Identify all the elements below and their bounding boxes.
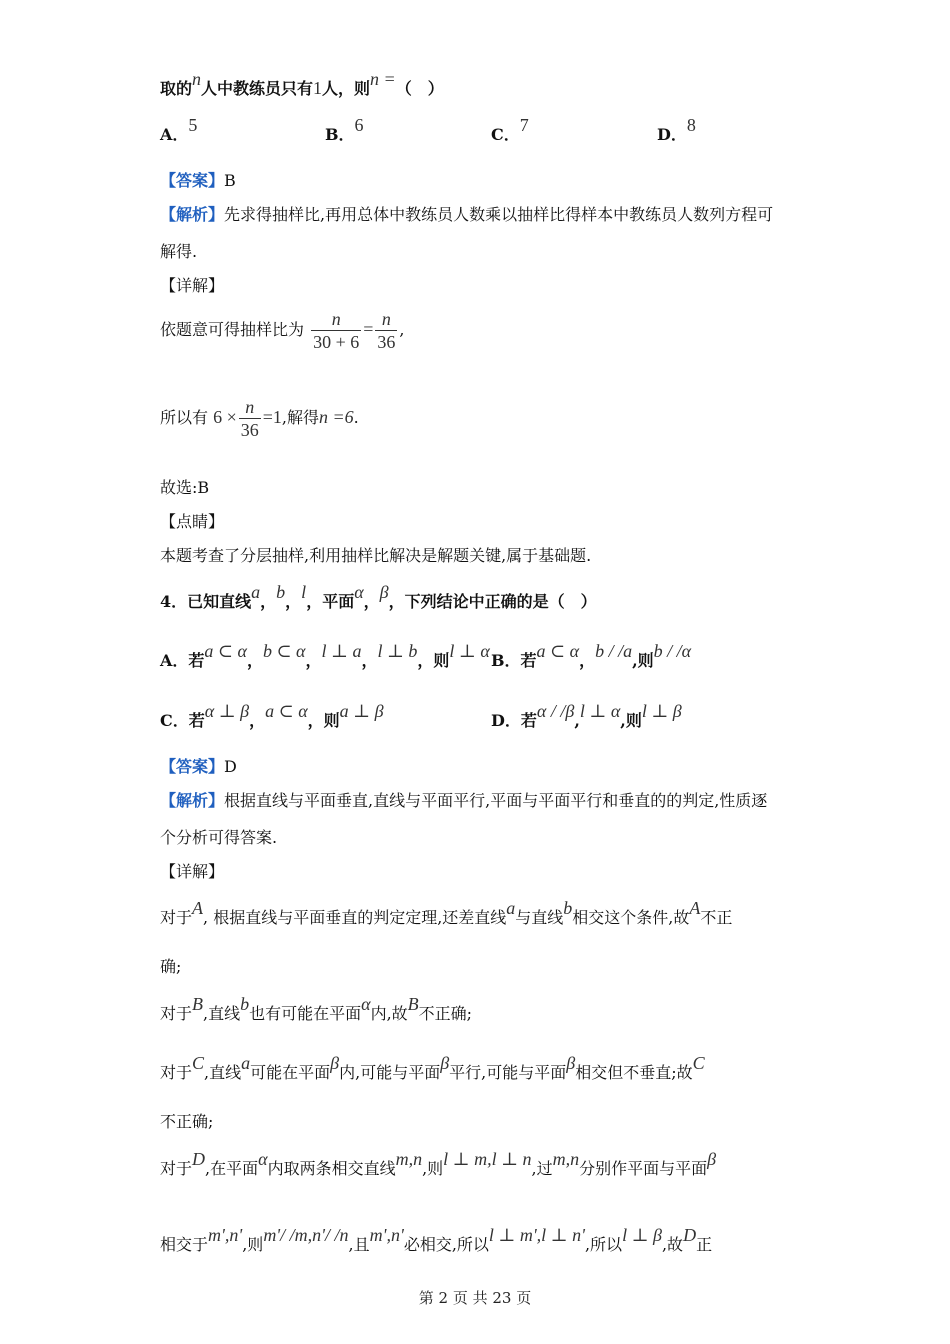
answer-1-value: B [224,171,236,190]
d2-c3: 可能在平面 [250,1063,331,1082]
d2-b3: 也有可能在平面 [249,1004,362,1023]
d2-c-beta3: β [566,1053,576,1073]
d2-c2: ,直线 [204,1063,242,1082]
analysis-2-tag: 【解析】 [160,791,225,810]
d2-d1: 对于 [160,1159,193,1178]
detail-1-l1-text: 依题意可得抽样比为 [160,320,305,339]
detail-2-para-a [160,898,733,928]
q4-option-c-label: C．若 [160,711,205,730]
detail-1-comma: , [399,320,405,339]
detail-2-para-c [160,1053,705,1083]
dianjing-1-tag [160,512,224,532]
q4-option-a-label: A．若 [160,651,205,670]
d2-a-a: a [506,898,516,918]
frac3-denominator: 36 [240,420,259,440]
d2-c-beta2: β [440,1053,450,1073]
d2-b2: ,直线 [203,1004,241,1023]
detail-1-l2-text: 所以有 [160,408,209,427]
analysis-2-line2 [160,828,277,848]
q4-d-c2: ,则 [620,711,642,730]
q4-d-m3: l ⊥ β [641,701,682,721]
q4-a-m4: l ⊥ b [377,641,418,661]
q4-b: b [276,582,286,602]
q3-option-d [657,115,696,145]
q4-sep2: ， [285,592,302,611]
detail-1-choose-text: 故选:B [160,478,210,497]
d2-b5: 不正确; [418,1004,473,1023]
q4-beta: β [379,582,389,602]
d2-d-beta: β [707,1149,717,1169]
d2-c-C2: C [692,1053,705,1073]
q4-alpha: α [354,582,364,602]
d2-a1: 对于 [160,908,193,927]
detail-1-choose [160,478,209,498]
q4-option-d-label: D．若 [491,711,537,730]
analysis-1-text: 先求得抽样比,再用总体中教练员人数乘以抽样比得样本中教练员人数列方程可 [224,205,774,224]
d2-a-A: A [192,898,204,918]
q4-d-m1: α / /β [536,701,575,721]
q3-option-a-value: 5 [188,115,198,135]
dianjing-1-text [160,546,591,566]
q4-c-m2: a ⊂ α [265,701,308,721]
q4-c-m3: a ⊥ β [339,701,384,721]
q3-option-d-value: 8 [686,115,696,135]
d2-d6: 分别作平面与平面 [579,1159,708,1178]
answer-2 [160,757,237,777]
d2-d5: ,过 [531,1159,553,1178]
d2-e7: 正 [696,1235,713,1254]
q4-b-c1: ， [579,651,596,670]
detail-1-eq-one: =1 [262,407,282,427]
q4-a-m3: l ⊥ a [321,641,362,661]
q4-c-m1: α ⊥ β [204,701,250,721]
d2-a5: 不正 [700,908,733,927]
detail-1-result: n =6 [319,407,354,427]
q4-d-c1: , [574,711,580,730]
dianjing-1-tag-text: 【点睛】 [160,512,225,531]
q3-option-b [325,115,364,145]
frac1-denominator: 30 + 6 [313,332,360,352]
d2-e-perp: l ⊥ m',l ⊥ n' [488,1225,585,1245]
q3-stem-c: 人，则 [322,79,371,98]
d2-d-D: D [192,1149,206,1169]
analysis-1-tag: 【解析】 [160,205,225,224]
q4-a-m2: b ⊂ α [262,641,306,661]
d2-e2: ,则 [242,1235,264,1254]
d2-c5: 平行,可能与平面 [449,1063,567,1082]
q4-a: a [251,582,261,602]
q4-sep3: ， [363,592,380,611]
q3-n-eq: n = [370,69,396,89]
d2-e-lb: l ⊥ β [622,1225,662,1245]
d2-c4: 内,可能与平面 [339,1063,441,1082]
q4-plane: ，平面 [306,592,355,611]
d2-e1: 相交于 [160,1235,209,1254]
q3-option-c [491,115,529,145]
detail-2-para-e [160,1225,713,1255]
q3-n: n [192,69,202,89]
d2-e-D: D [683,1225,697,1245]
analysis-1-text2: 解得. [160,242,198,261]
d2-e3: ,且 [348,1235,370,1254]
d2-a3: 与直线 [515,908,564,927]
q4-d-m2: l ⊥ α [579,701,621,721]
fraction-n-over-30-plus-6 [311,308,361,353]
q3-option-b-label: B． [325,125,355,144]
q4-b-m2: b / /a [595,641,633,661]
d2-a6: 确; [160,957,182,976]
detail-2-para-c2 [160,1112,213,1132]
frac1-numerator: n [331,309,341,329]
d2-e-mn: m',n' [208,1225,243,1245]
d2-e5: ,所以 [584,1235,623,1254]
d2-c6: 相交但不垂直;故 [575,1063,693,1082]
q3-option-c-value: 7 [519,115,529,135]
frac3-numerator: n [245,397,255,417]
detail-1-tag [160,276,224,296]
d2-b-b: b [240,994,250,1014]
d2-d4: ,则 [422,1159,444,1178]
page-number: 第 2 页 共 23 页 [418,1289,532,1307]
analysis-1-line2 [160,242,197,262]
d2-c-C: C [192,1053,205,1073]
answer-1 [160,171,236,191]
q4-l: l [301,582,307,602]
d2-b-B2: B [407,994,419,1014]
answer-2-value: D [224,757,237,776]
q3-stem-b: 人中教练员只有 [201,79,314,98]
d2-e-par: m'/ /m,n'/ /n [263,1225,349,1245]
d2-a-b: b [563,898,573,918]
q4-stem [160,582,597,612]
detail-1-solve-text: ,解得 [281,408,320,427]
d2-e4: 必相交,所以 [403,1235,489,1254]
q4-option-c [160,701,384,731]
analysis-2-text: 根据直线与平面垂直,直线与平面平行,平面与平面平行和垂直的的判定,性质逐 [224,791,768,810]
d2-c1: 对于 [160,1063,193,1082]
q3-option-a-label: A． [160,125,189,144]
d2-a4: 相交这个条件,故 [572,908,690,927]
detail-1-eq: = [363,319,374,339]
detail-1-line2 [160,396,359,441]
q4-sep1: ， [260,592,277,611]
q3-option-b-value: 6 [354,115,364,135]
dianjing-1-body: 本题考查了分层抽样,利用抽样比解决是解题关键,属于基础题. [160,546,592,565]
detail-2-para-d [160,1149,717,1179]
d2-c7: 不正确; [160,1112,214,1131]
detail-1-six-times: 6 × [213,407,237,427]
q4-tail: ，下列结论中正确的是（ ） [388,592,597,611]
fraction-n-over-36-b [239,396,261,441]
q4-a-c1: ， [246,651,263,670]
d2-d3: 内取两条相交直线 [267,1159,396,1178]
q4-b-m3: b / /α [653,641,692,661]
q4-option-d [491,701,682,731]
q4-c-c2: ，则 [307,711,340,730]
detail-2-tag-text: 【详解】 [160,862,225,881]
answer-2-tag: 【答案】 [160,757,225,776]
d2-b-B: B [192,994,204,1014]
q4-a-c4: ，则 [417,651,450,670]
d2-a2: , 根据直线与平面垂直的判定定理,还差直线 [203,908,507,927]
d2-d-alpha: α [258,1149,268,1169]
d2-b-alpha: α [361,994,371,1014]
d2-d-mn: m,n [395,1149,423,1169]
fraction-n-over-36 [375,308,397,353]
answer-1-tag: 【答案】 [160,171,225,190]
q4-option-a [160,641,490,671]
detail-2-para-a2 [160,957,181,977]
q4-option-b [491,641,692,671]
q4-num: 4．已知直线 [160,592,252,611]
q3-option-a [160,115,198,145]
q4-a-c3: ， [361,651,378,670]
q3-stem-a: 取的 [160,79,193,98]
d2-e6: ,故 [661,1235,684,1254]
analysis-2-line1 [160,791,767,811]
q4-b-m1: a ⊂ α [536,641,580,661]
q4-a-m1: a ⊂ α [204,641,247,661]
q4-a-c2: ， [305,651,322,670]
q3-one: 1 [313,78,323,98]
q3-paren: （ ） [395,79,444,98]
d2-d-mn2: m,n [552,1149,580,1169]
frac2-denominator: 36 [377,332,396,352]
d2-c-beta: β [330,1053,340,1073]
detail-1-line1 [160,308,405,353]
q4-b-c2: ,则 [632,651,654,670]
q4-option-b-label: B．若 [491,651,537,670]
detail-1-tag-text: 【详解】 [160,276,225,295]
frac2-numerator: n [381,309,391,329]
q3-option-d-label: D． [657,125,687,144]
d2-c-a: a [241,1053,251,1073]
d2-a-A2: A [689,898,701,918]
d2-b4: 内,故 [370,1004,408,1023]
analysis-1-line1 [160,205,773,225]
detail-1-period: . [353,408,359,427]
detail-2-tag [160,862,224,882]
detail-2-para-b [160,994,473,1024]
q3-stem [160,69,444,99]
d2-b1: 对于 [160,1004,193,1023]
q4-c-c1: ， [249,711,266,730]
d2-e-mn2: m',n' [369,1225,404,1245]
page-footer [0,1287,950,1308]
q3-option-c-label: C． [491,125,520,144]
analysis-2-text2: 个分析可得答案. [160,828,278,847]
q4-a-m5: l ⊥ α [449,641,490,661]
d2-d2: ,在平面 [205,1159,259,1178]
d2-d-perp: l ⊥ m,l ⊥ n [443,1149,532,1169]
